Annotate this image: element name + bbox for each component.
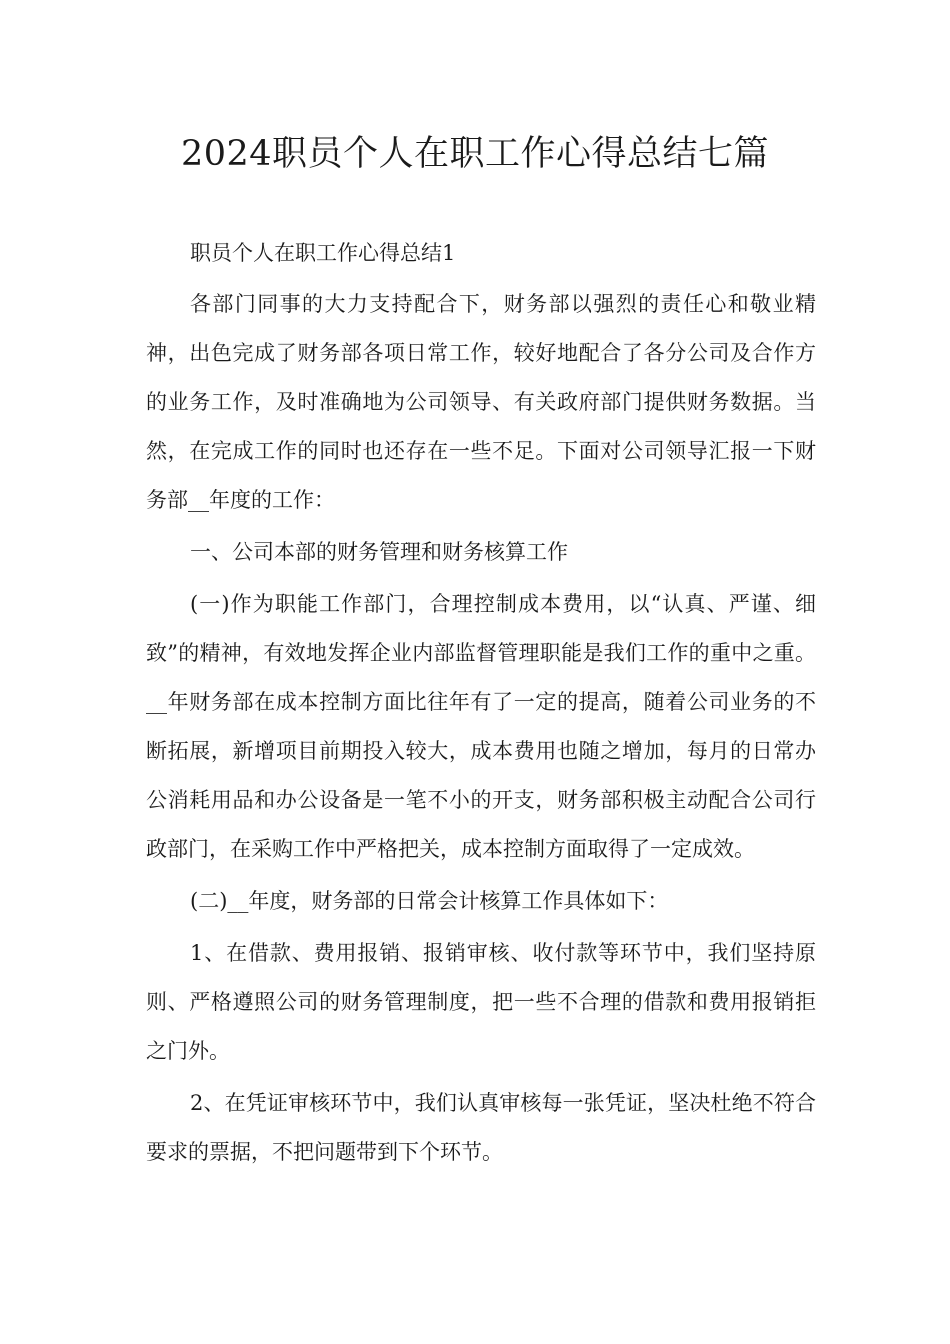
paragraph-intro: 各部门同事的大力支持配合下，财务部以强烈的责任心和敬业精神，出色完成了财务部各项日常工作，较好地配合了各分公司及合作方的业务工作，及时准确地为公司领导、有关政府部门提供财务数据。当然，在完成工作的同时也还存在一些不足。下面对公司领导汇报一下财务部__年度的工作： [146,292,816,512]
paragraph-item-2: 2、在凭证审核环节中，我们认真审核每一张凭证，坚决杜绝不符合要求的票据，不把问题带到下个环节。 [146,1091,816,1164]
document-body [146,229,816,1180]
section-heading: 职员个人在职工作心得总结1 [190,241,456,265]
paragraph-cost-control: (一)作为职能工作部门，合理控制成本费用，以“认真、严谨、细致”的精神，有效地发挥企业内部监督管理职能是我们工作的重中之重。__年财务部在成本控制方面比往年有了一定的提高，随着公司业务的不断拓展，新增项目前期投入较大，成本费用也随之增加，每月的日常办公消耗用品和办公设备是一笔不小的开支，财务部积极主动配合公司行政部门，在采购工作中严格把关，成本控制方面取得了一定成效。 [146,592,816,861]
document-title: 2024职员个人在职工作心得总结七篇 [180,134,770,174]
paragraph-item-1: 1、在借款、费用报销、报销审核、收付款等环节中，我们坚持原则、严格遵照公司的财务管理制度，把一些不合理的借款和费用报销拒之门外。 [146,941,816,1063]
paragraph-accounting-intro: (二)__年度，财务部的日常会计核算工作具体如下： [190,889,669,913]
paragraph-heading-part-one: 一、公司本部的财务管理和财务核算工作 [190,540,568,564]
